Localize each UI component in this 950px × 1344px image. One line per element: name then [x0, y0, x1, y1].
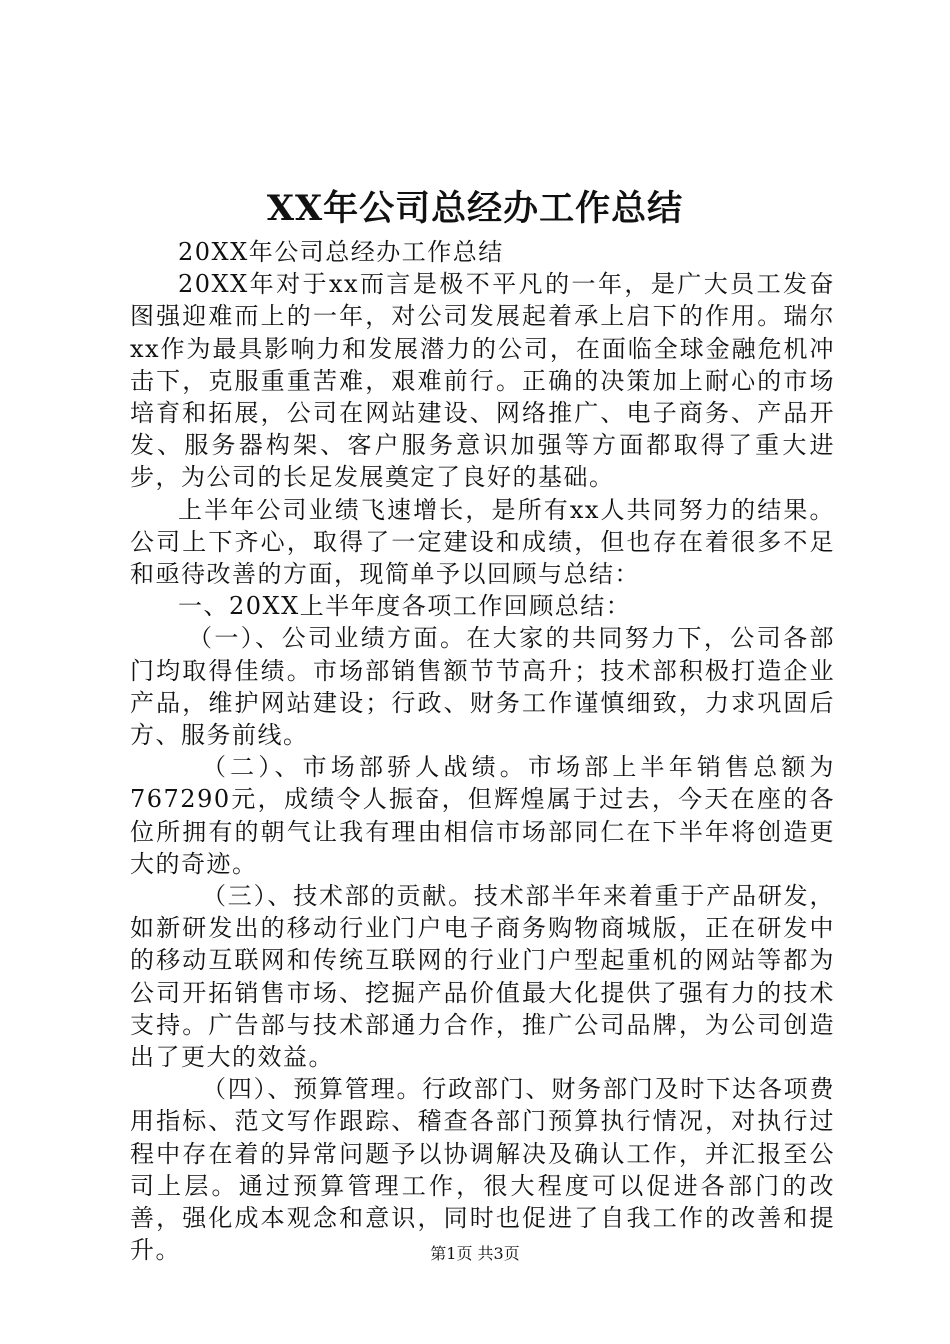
- paragraph-item-4: （四）、预算管理。行政部门、财务部门及时下达各项费用指标、范文写作跟踪、稽查各部门预算执行情况，对执行过程中存在着的异常问题予以协调解决及确认工作，并汇报至公司上层。通过预算管理工作，很大程度可以促进各部门的改善，强化成本观念和意识，同时也促进了自我工作的改善和提升。: [130, 1075, 835, 1265]
- paragraph-item-1: （一）、公司业绩方面。在大家的共同努力下，公司各部门均取得佳绩。市场部销售额节节高升；技术部积极打造企业产品，维护网站建设；行政、财务工作谨慎细致，力求巩固后方、服务前线。: [130, 624, 835, 750]
- paragraph-intro: 20XX年对于xx而言是极不平凡的一年，是广大员工发奋图强迎难而上的一年，对公司发展起着承上启下的作用。瑞尔xx作为最具影响力和发展潜力的公司，在面临全球金融危机冲击下，克服重重苦难，艰难前行。正确的决策加上耐心的市场培育和拓展，公司在网站建设、网络推广、电子商务、产品开发、服务器构架、客户服务意识加强等方面都取得了重大进步，为公司的长足发展奠定了良好的基础。: [130, 270, 835, 492]
- document-body: [130, 236, 835, 1267]
- paragraph-subtitle: 20XX年公司总经办工作总结: [178, 238, 504, 266]
- section-heading: 一、20XX上半年度各项工作回顾总结：: [178, 592, 632, 621]
- paragraph-item-2: （二）、市场部骄人战绩。市场部上半年销售总额为767290元，成绩令人振奋，但辉煌属于过去，今天在座的各位所拥有的朝气让我有理由相信市场部同仁在下半年将创造更大的奇迹。: [130, 753, 835, 878]
- paragraph-summary: 上半年公司业绩飞速增长，是所有xx人共同努力的结果。公司上下齐心，取得了一定建设和成绩，但也存在着很多不足和亟待改善的方面，现简单予以回顾与总结：: [130, 495, 835, 589]
- document-title: XX年公司总经办工作总结: [266, 188, 684, 229]
- paragraph-item-3: （三）、技术部的贡献。技术部半年来着重于产品研发，如新研发出的移动行业门户电子商务购物商城版，正在研发中的移动互联网和传统互联网的行业门户型起重机的网站等都为公司开拓销售市场、挖掘产品价值最大化提供了强有力的技术支持。广告部与技术部通力合作，推广公司品牌，为公司创造出了更大的效益。: [130, 882, 835, 1072]
- page-number-footer: 第1页 共3页: [430, 1244, 520, 1263]
